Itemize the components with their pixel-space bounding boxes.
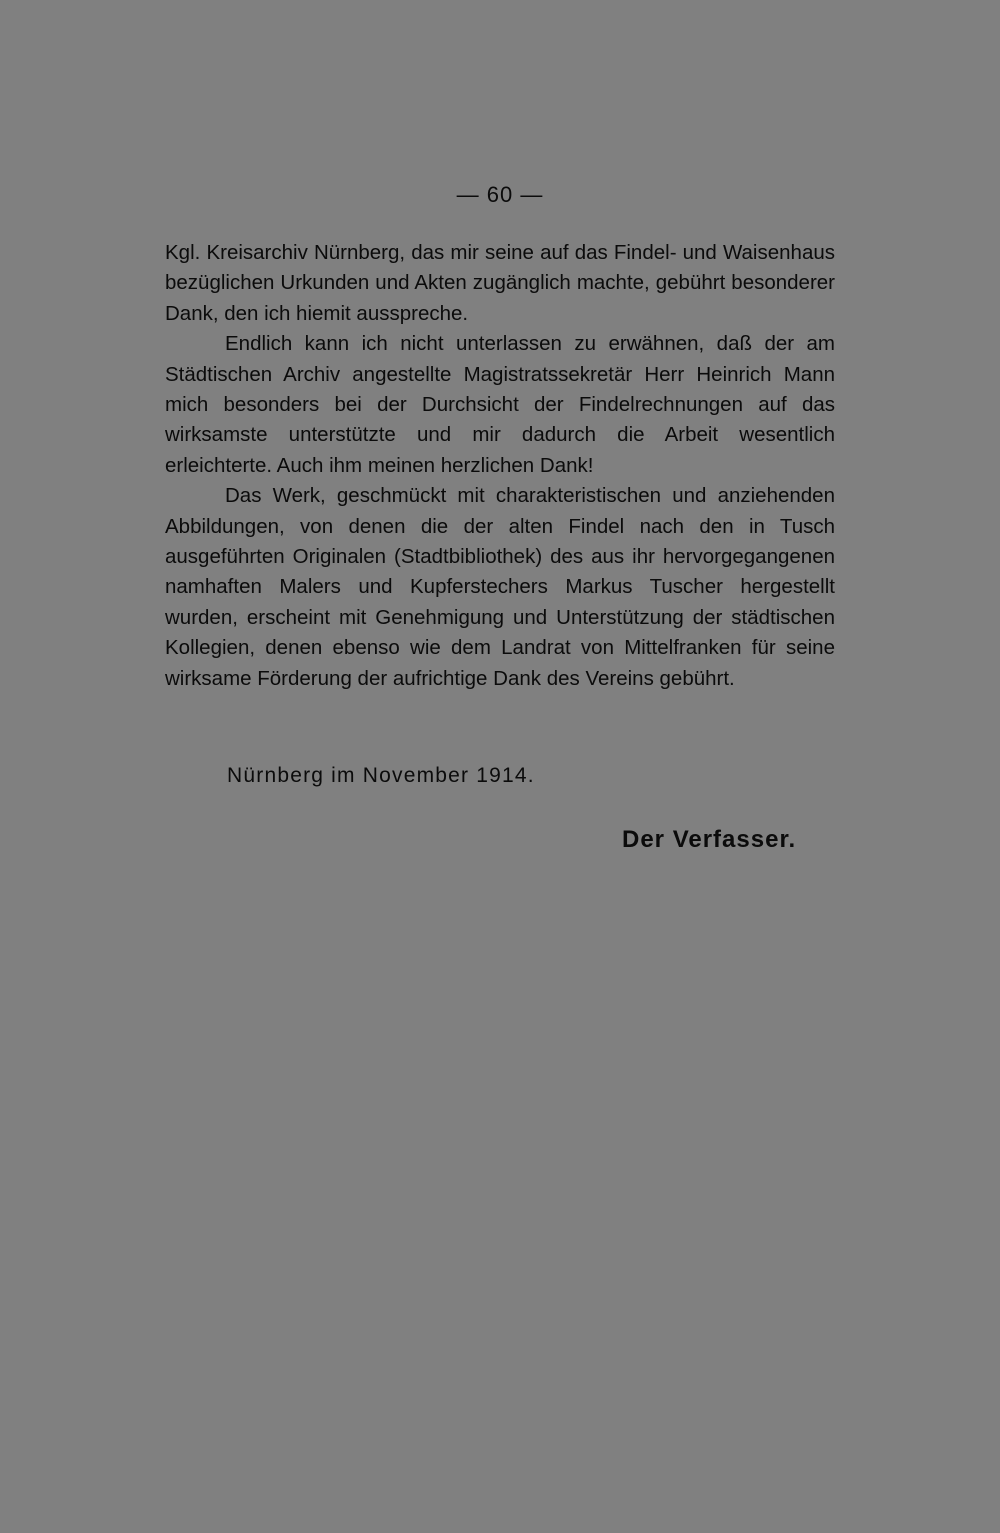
paragraph-2: Endlich kann ich nicht unterlassen zu erwähnen, daß der am Städtischen Archiv angestellte Magistratssekretär Herr Heinrich Mann mich besonders bei der Durchsicht der Findelrechnungen auf das wirksamste unterstützte und mir dadurch die Arbeit wesentlich erleichterte. Auch ihm meinen herzlichen Dank! (165, 332, 835, 477)
closing-place-date: Nürnberg im November 1914. (227, 764, 535, 787)
paragraph-3: Das Werk, geschmückt mit charakteristischen und anziehenden Abbildungen, von denen die der alten Findel nach den in Tusch ausgeführten Originalen (Stadtbibliothek) des aus ihr hervorgegangenen namhaften Malers und Kupferstechers Markus Tuscher hergestellt wurden, erscheint mit Genehmigung und Unterstützung der städtischen Kollegien, denen ebenso wie dem Landrat von Mittelfranken für seine wirksame Förderung der aufrichtige Dank des Vereins gebührt. (165, 484, 835, 690)
paragraph-1: Kgl. Kreisarchiv Nürnberg, das mir seine auf das Findel- und Waisenhaus bezüglichen Urkunden und Akten zugänglich machte, gebührt besonderer Dank, den ich hiemit ausspreche. (165, 241, 835, 325)
body-text (165, 238, 835, 694)
author-signature: Der Verfasser. (622, 826, 797, 853)
page-number: — 60 — (456, 182, 544, 207)
